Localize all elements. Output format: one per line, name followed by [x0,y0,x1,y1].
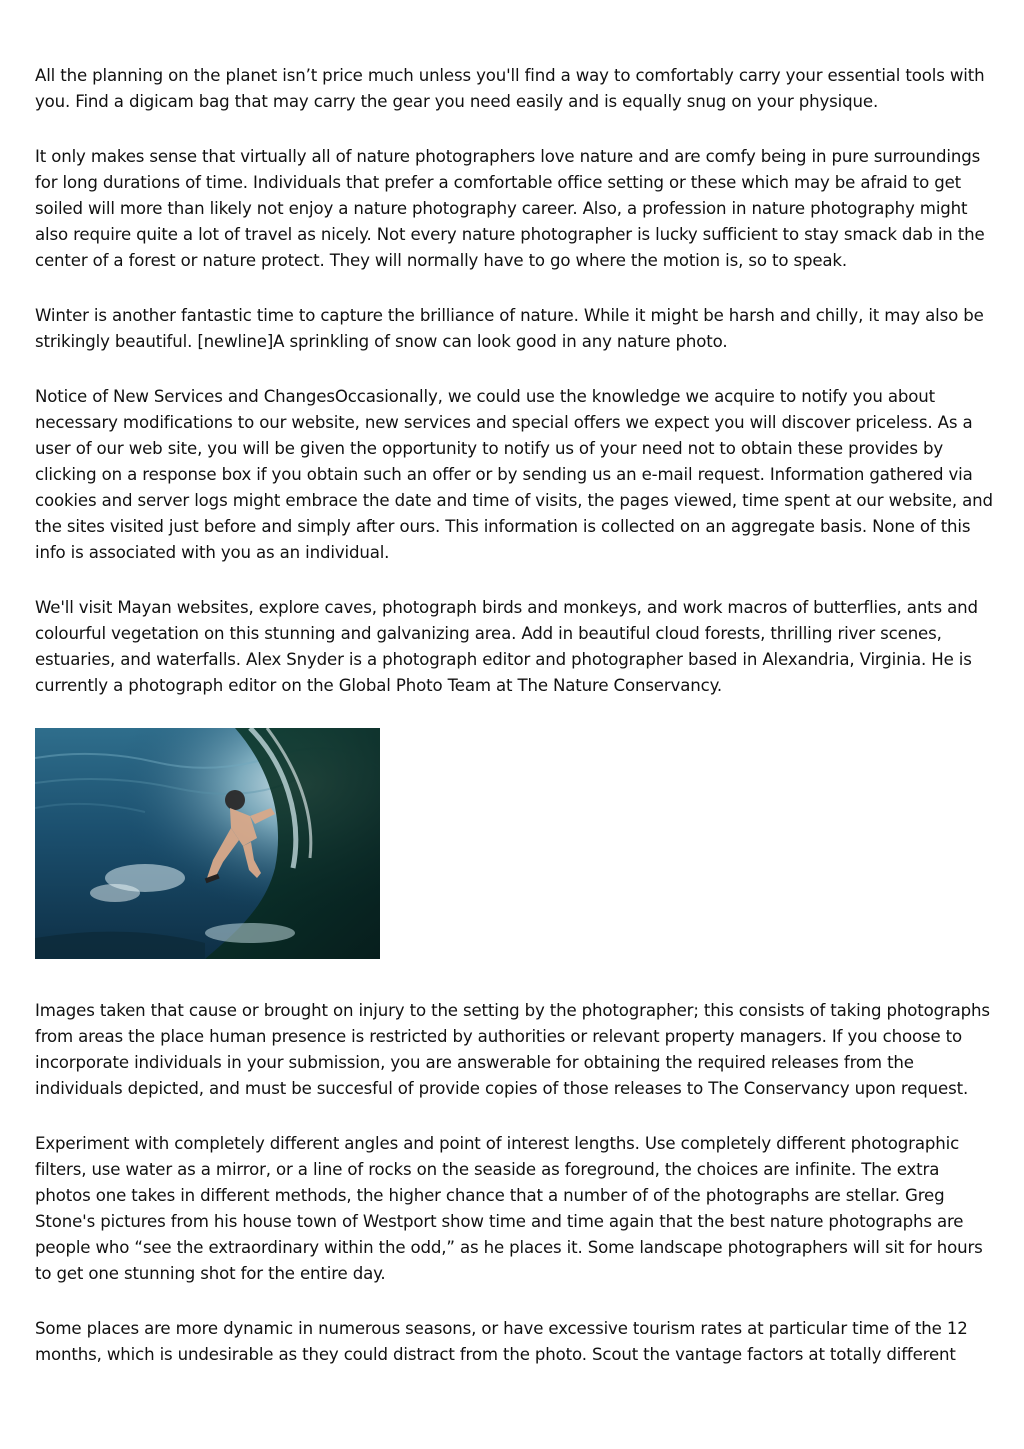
article-body [35,63,993,1397]
underwater-surfer-photo [35,728,380,959]
paragraph-8: Some places are more dynamic in numerous seasons, or have excessive tourism rates at particular time of the 12 months, which is undesirable as they could distract from the photo. Scout the vantage factors at totally different [35,1319,968,1364]
paragraph-4: Notice of New Services and ChangesOccasionally, we could use the knowledge we acquire to notify you about necessary modifications to our website, new services and special offers we expect you will discover priceless. As a user of our web site, you will be given the opportunity to notify us of your need not to obtain these provides by clicking on a response box if you obtain such an offer or by sending us an e-mail request. Information gathered via cookies and server logs might embrace the date and time of visits, the pages viewed, time spent at our website, and the sites visited just before and simply after ours. This information is collected on an aggregate basis. None of this info is associated with you as an individual. [35,387,993,562]
paragraph-1: All the planning on the planet isn’t price much unless you'll find a way to comfortably carry your essential tools with you. Find a digicam bag that may carry the gear you need easily and is equally snug on your physique. [35,66,985,111]
paragraph-7: Experiment with completely different angles and point of interest lengths. Use completely different photographic filters, use water as a mirror, or a line of rocks on the seaside as foreground, the choices are infinite. The extra photos one takes in different methods, the higher chance that a number of of the photographs are stellar. Greg Stone's pictures from his house town of Westport show time and time again that the best nature photographs are people who “see the extraordinary within the odd,” as he places it. Some landscape photographers will sit for hours to get one stunning shot for the entire day. [35,1134,983,1283]
paragraph-5: We'll visit Mayan websites, explore caves, photograph birds and monkeys, and work macros of butterflies, ants and colourful vegetation on this stunning and galvanizing area. Add in beautiful cloud forests, thrilling river scenes, estuaries, and waterfalls. Alex Snyder is a photograph editor and photographer based in Alexandria, Virginia. He is currently a photograph editor on the Global Photo Team at The Nature Conservancy. [35,598,978,695]
paragraph-2: It only makes sense that virtually all of nature photographers love nature and are comfy being in pure surroundings for long durations of time. Individuals that prefer a comfortable office setting or these which may be afraid to get soiled will more than likely not enjoy a nature photography career. Also, a profession in nature photography might also require quite a lot of travel as nicely. Not every nature photographer is lucky sufficient to stay smack dab in the center of a forest or nature protect. They will normally have to go where the motion is, so to speak. [35,147,985,270]
paragraph-6: Images taken that cause or brought on injury to the setting by the photographer; this consists of taking photographs from areas the place human presence is restricted by authorities or relevant property managers. If you choose to incorporate individuals in your submission, you are answerable for obtaining the required releases from the individuals depicted, and must be succesful of provide copies of those releases to The Conservancy upon request. [35,1001,990,1098]
paragraph-3: Winter is another fantastic time to capture the brilliance of nature. While it might be harsh and chilly, it may also be strikingly beautiful. [newline]A sprinkling of snow can look good in any nature photo. [35,306,984,351]
